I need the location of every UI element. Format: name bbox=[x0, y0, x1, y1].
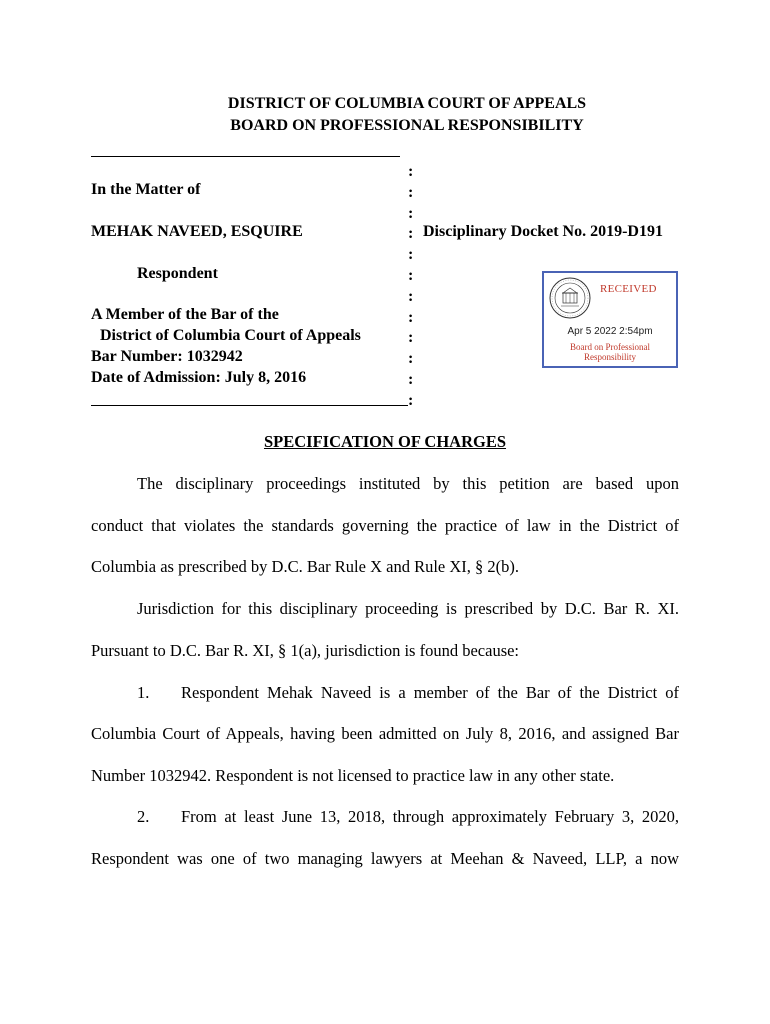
paragraph-2-line-2: Pursuant to D.C. Bar R. XI, § 1(a), jurisdiction is found because: bbox=[91, 641, 520, 660]
paragraph-1-line-1: The disciplinary proceedings instituted by this petition are based upon bbox=[137, 474, 679, 493]
item-2-line-1: From at least June 13, 2018, through approximately February 3, 2020, bbox=[181, 807, 679, 826]
received-timestamp: Apr 5 2022 2:54pm bbox=[567, 326, 653, 337]
board-name-heading: BOARD ON PROFESSIONAL RESPONSIBILITY bbox=[230, 117, 584, 134]
item-1-line-3: Number 1032942. Respondent is not licensed to practice law in any other state. bbox=[91, 766, 615, 785]
admission-date: Date of Admission: July 8, 2016 bbox=[91, 369, 307, 386]
court-seal-icon bbox=[548, 276, 592, 320]
item-2-line-2: Respondent was one of two managing lawyers at Meehan & Naveed, LLP, a now bbox=[91, 849, 679, 868]
caption-colon: : bbox=[408, 163, 414, 180]
respondent-name: MEHAK NAVEED, ESQUIRE bbox=[91, 223, 303, 240]
item-1-number: 1. bbox=[137, 683, 150, 702]
paragraph-2-line-1: Jurisdiction for this disciplinary proceeding is prescribed by D.C. Bar R. XI. bbox=[137, 599, 679, 618]
received-stamp bbox=[542, 271, 678, 368]
respondent-label: Respondent bbox=[137, 265, 218, 282]
received-label: RECEIVED bbox=[600, 283, 657, 295]
caption-bottom-rule bbox=[91, 405, 408, 406]
caption-colon: : bbox=[408, 287, 414, 305]
paragraph-1-line-3: Columbia as prescribed by D.C. Bar Rule X and Rule XI, § 2(b). bbox=[91, 557, 520, 576]
bar-member-line-1: A Member of the Bar of the bbox=[91, 306, 279, 323]
caption-colon: : bbox=[408, 183, 414, 201]
bar-member-line-2: District of Columbia Court of Appeals bbox=[100, 327, 361, 344]
caption-colon-column bbox=[408, 162, 414, 412]
bar-number: Bar Number: 1032942 bbox=[91, 348, 243, 365]
caption-colon: : bbox=[408, 246, 414, 264]
caption-colon: : bbox=[408, 204, 414, 222]
caption-colon: : bbox=[408, 266, 414, 284]
received-by-org: Board on Professional Responsibility bbox=[570, 342, 650, 362]
caption-colon: : bbox=[408, 329, 414, 347]
item-2-number: 2. bbox=[137, 807, 150, 826]
item-1-line-1: Respondent Mehak Naveed is a member of the Bar of the District of bbox=[181, 683, 679, 702]
caption-colon: : bbox=[408, 350, 414, 368]
caption-top-rule bbox=[91, 156, 400, 157]
caption-colon: : bbox=[408, 308, 414, 326]
caption-colon: : bbox=[408, 370, 414, 388]
item-1-line-2: Columbia Court of Appeals, having been admitted on July 8, 2016, and assigned Bar bbox=[91, 724, 679, 743]
disciplinary-docket-number: Disciplinary Docket No. 2019-D191 bbox=[423, 223, 663, 240]
paragraph-1-line-2: conduct that violates the standards governing the practice of law in the District of bbox=[91, 516, 679, 535]
court-name-heading: DISTRICT OF COLUMBIA COURT OF APPEALS bbox=[227, 95, 587, 112]
caption-colon: : bbox=[408, 225, 414, 243]
document-title: SPECIFICATION OF CHARGES bbox=[263, 432, 507, 451]
in-the-matter-of: In the Matter of bbox=[91, 181, 201, 198]
caption-colon: : bbox=[408, 391, 414, 409]
